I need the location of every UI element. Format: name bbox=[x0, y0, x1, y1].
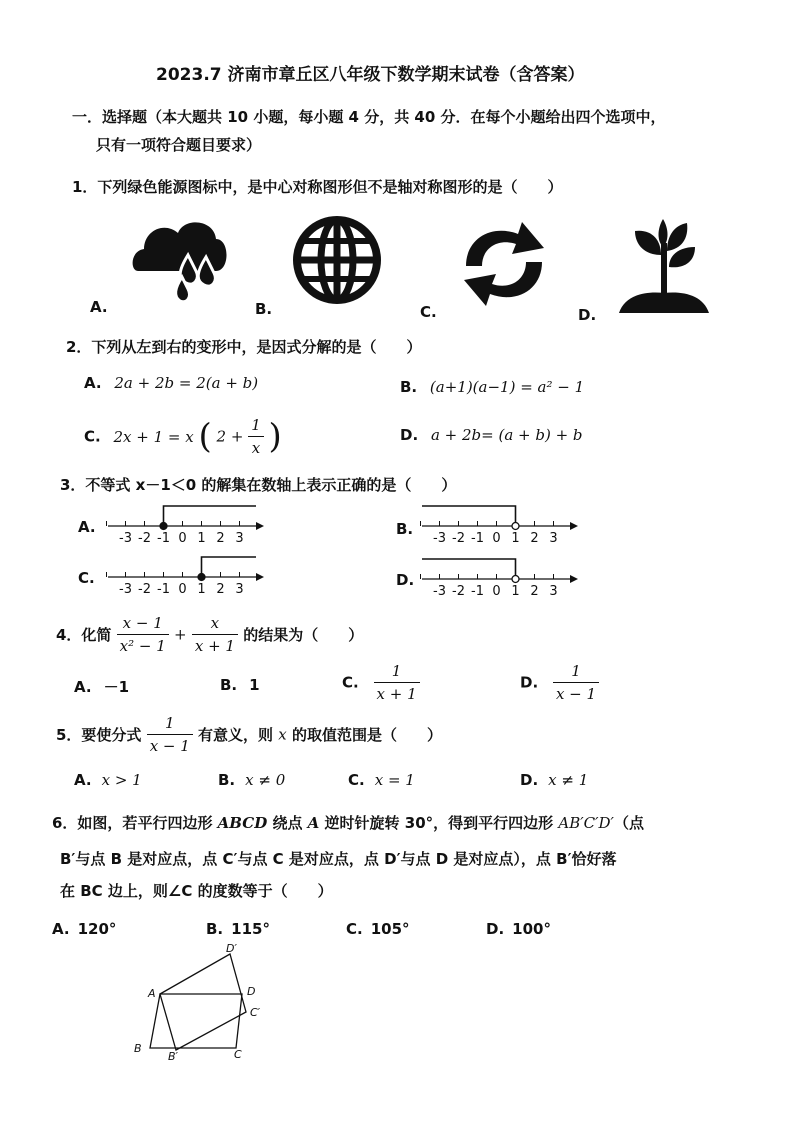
question-2-stem: 2．下列从左到右的变形中，是因式分解的是（ ） bbox=[66, 338, 422, 356]
section-heading-cont: 只有一项符合题目要求） bbox=[96, 136, 262, 154]
tick-label: -3 bbox=[119, 531, 132, 546]
number-line-b bbox=[420, 502, 580, 546]
label-b: B bbox=[134, 1042, 142, 1055]
tick-label: -3 bbox=[433, 531, 446, 546]
tick-label: 0 bbox=[178, 582, 187, 597]
label-a: A bbox=[148, 987, 156, 1000]
globe-icon bbox=[292, 215, 382, 305]
q2-option-d: D. a + 2b= (a + b) + b bbox=[400, 426, 583, 444]
tick-label: -3 bbox=[433, 584, 446, 599]
tick-label: 2 bbox=[530, 584, 539, 599]
tick-label: -3 bbox=[119, 582, 132, 597]
tick-label: 0 bbox=[178, 531, 187, 546]
q3-option-b: B. bbox=[396, 520, 414, 538]
section-heading: 一．选择题（本大题共 10 小题，每小题 4 分，共 40 分．在每个小题给出四个选项中， bbox=[72, 108, 666, 126]
tick-label: 2 bbox=[530, 531, 539, 546]
q3-option-d: D. bbox=[396, 571, 415, 589]
label-d: D bbox=[247, 985, 256, 998]
tick-label: -2 bbox=[452, 584, 465, 599]
tick-label: 3 bbox=[235, 582, 244, 597]
q4-option-a: A. －1 bbox=[74, 678, 130, 696]
q2-option-a: A. 2a + 2b = 2(a + b) bbox=[84, 374, 259, 392]
axis-arrow bbox=[256, 522, 264, 530]
q6-option-d: D. 100° bbox=[486, 920, 551, 938]
question-6-line-2: B′与点 B 是对应点，点 C′与点 C 是对应点，点 D′与点 D 是对应点），点 B′恰好落 bbox=[60, 850, 617, 868]
recycle-arrows-icon bbox=[452, 218, 556, 310]
tick-label: -1 bbox=[471, 531, 484, 546]
q2-option-c: C. 2x + 1 = x ( 2 + $\frac{1}{x}$ ) bbox=[84, 416, 282, 457]
closed-point bbox=[198, 574, 205, 581]
solution-ray bbox=[422, 506, 516, 526]
label-c-prime: C′ bbox=[250, 1006, 261, 1019]
question-1-stem: 1．下列绿色能源图标中，是中心对称图形但不是轴对称图形的是（ ） bbox=[72, 178, 563, 196]
number-line-c bbox=[106, 553, 266, 597]
solution-ray bbox=[202, 557, 257, 577]
question-6-line-3: 在 BC 边上，则∠C 的度数等于（ ） bbox=[60, 882, 333, 900]
tick-label: -1 bbox=[157, 582, 170, 597]
tick-label: 0 bbox=[492, 531, 501, 546]
q1-option-a: A. bbox=[90, 298, 108, 316]
tick-label: -2 bbox=[138, 582, 151, 597]
tick-label: 1 bbox=[197, 531, 206, 546]
closed-point bbox=[160, 523, 167, 530]
solution-ray bbox=[422, 559, 516, 579]
tick-label: 2 bbox=[216, 531, 225, 546]
open-point bbox=[512, 523, 519, 530]
q6-option-a: A. 120° bbox=[52, 920, 117, 938]
rain-cloud-icon bbox=[130, 215, 230, 305]
label-c: C bbox=[234, 1048, 242, 1061]
q4-option-c: C. $\frac{1}{x + 1}$ bbox=[342, 660, 420, 705]
tick-label: 3 bbox=[549, 584, 558, 599]
tick-label: -1 bbox=[157, 531, 170, 546]
q1-option-d: D. bbox=[578, 306, 597, 324]
number-line-d bbox=[420, 555, 580, 599]
open-point bbox=[512, 576, 519, 583]
tick-label: -2 bbox=[452, 531, 465, 546]
q1-option-c: C. bbox=[420, 303, 437, 321]
q5-option-b: B. x ≠ 0 bbox=[218, 771, 286, 789]
q2-option-b: B. (a+1)(a−1) = a² − 1 bbox=[400, 378, 585, 396]
page-title: 2023.7 济南市章丘区八年级下数学期末试卷（含答案） bbox=[156, 65, 585, 85]
q4-option-b: B. 1 bbox=[220, 676, 260, 694]
question-4-stem: 4．化简 $\frac{x - 1}{\text{x² − 1}}$ + $\frac{x}{x + 1}$ 的结果为（ ） bbox=[56, 614, 364, 655]
tick-label: 2 bbox=[216, 582, 225, 597]
solution-ray bbox=[164, 506, 257, 526]
tick-label: 1 bbox=[197, 582, 206, 597]
label-b-prime: B′ bbox=[168, 1050, 179, 1063]
q5-option-d: D. x ≠ 1 bbox=[520, 771, 589, 789]
q6-option-b: B. 115° bbox=[206, 920, 270, 938]
axis-arrow bbox=[256, 573, 264, 581]
label-d-prime: D′ bbox=[226, 942, 237, 955]
q6-option-c: C. 105° bbox=[346, 920, 410, 938]
parallelogram-figure bbox=[126, 940, 276, 1070]
question-6-line-1: 6．如图，若平行四边形 ABCD 绕点 A 逆时针旋转 30°，得到平行四边形 AB′C′D′（点 bbox=[52, 814, 644, 832]
tick-label: 0 bbox=[492, 584, 501, 599]
parallelogram-ab-c-d-prime bbox=[160, 954, 246, 1050]
q5-option-c: C. x = 1 bbox=[348, 771, 415, 789]
tick-label: -2 bbox=[138, 531, 151, 546]
tick-label: 3 bbox=[549, 531, 558, 546]
tick-label: 3 bbox=[235, 531, 244, 546]
q1-option-b: B. bbox=[255, 300, 273, 318]
plant-sprout-icon bbox=[615, 215, 715, 315]
question-5-stem: 5．要使分式 $\frac{1}{x - 1}$ 有意义，则 x 的取值范围是（ ） bbox=[56, 714, 442, 755]
number-line-a bbox=[106, 502, 266, 546]
q3-option-c: C. bbox=[78, 569, 95, 587]
tick-label: 1 bbox=[511, 584, 520, 599]
axis-arrow bbox=[570, 575, 578, 583]
q4-option-d: D. $\frac{1}{x - 1}$ bbox=[520, 660, 599, 705]
tick-label: -1 bbox=[471, 584, 484, 599]
q5-option-a: A. x > 1 bbox=[74, 771, 142, 789]
q3-option-a: A. bbox=[78, 518, 96, 536]
tick-label: 1 bbox=[511, 531, 520, 546]
question-3-stem: 3．不等式 x－1＜0 的解集在数轴上表示正确的是（ ） bbox=[60, 476, 457, 494]
axis-arrow bbox=[570, 522, 578, 530]
